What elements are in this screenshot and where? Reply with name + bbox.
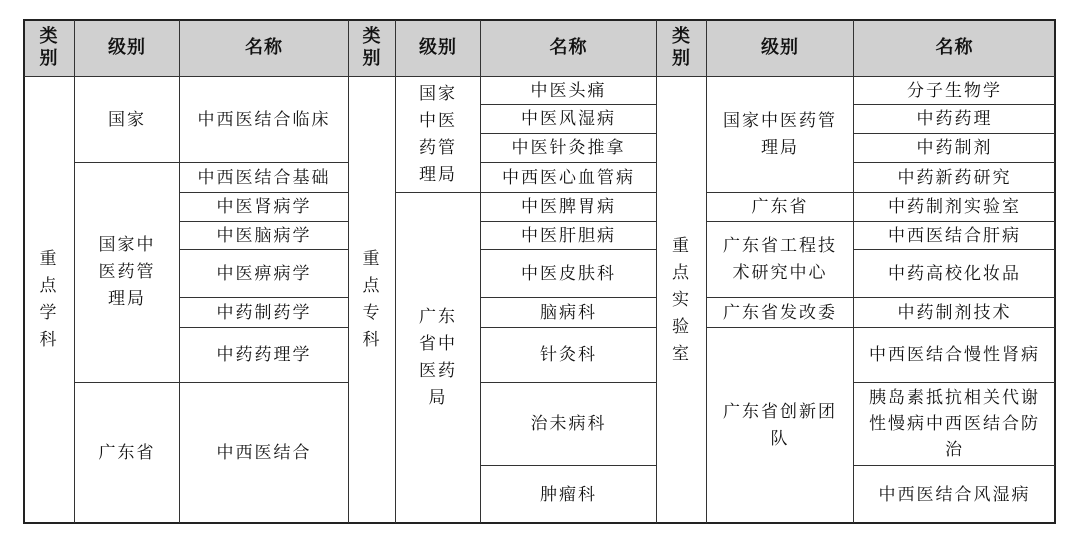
laboratory-category — [657, 77, 706, 523]
line-fragment: 别 — [39, 48, 59, 69]
line-fragment: 理局 — [108, 289, 146, 309]
specialty-name: 治未病科 — [530, 414, 607, 434]
laboratory-name: 中药制剂实验室 — [888, 197, 1021, 217]
line-fragment: 点 — [672, 262, 691, 283]
discipline-name: 中医脑病学 — [216, 225, 312, 246]
laboratory-name: 中西医结合风湿病 — [878, 484, 1031, 505]
laboratory-name: 中西医结合肝病 — [888, 225, 1021, 246]
line-fragment: 广东省创新团 — [723, 401, 837, 422]
laboratory-level — [707, 77, 853, 192]
specialty-name: 脑病科 — [540, 302, 597, 323]
laboratory-name: 中药新药研究 — [897, 167, 1012, 188]
header-category — [657, 20, 706, 76]
line-fragment: 队 — [770, 428, 790, 449]
laboratory-name: 中药制剂技术 — [897, 302, 1012, 323]
line-fragment: 药管 — [419, 137, 457, 158]
line-fragment: 医药 — [419, 361, 457, 381]
line-fragment: 局 — [428, 388, 448, 408]
line-fragment: 国家中 — [98, 235, 156, 255]
laboratory-level: 广东省 — [751, 197, 809, 217]
specialty-name: 肿瘤科 — [540, 484, 597, 505]
line-fragment: 省中 — [419, 334, 457, 354]
specialty-name: 中医脾胃病 — [521, 197, 616, 217]
line-fragment: 理局 — [419, 164, 457, 185]
discipline-level: 国家 — [108, 109, 146, 130]
line-fragment: 室 — [672, 343, 691, 364]
line-fragment: 验 — [672, 316, 691, 337]
line-fragment: 广东 — [419, 307, 457, 327]
specialty-name: 中医皮肤科 — [521, 263, 616, 284]
laboratory-level — [707, 222, 853, 297]
laboratory-name: 中西医结合慢性肾病 — [869, 345, 1040, 365]
line-fragment: 点 — [362, 276, 382, 296]
discipline-level — [75, 163, 179, 382]
line-fragment: 科 — [39, 330, 59, 350]
discipline-level: 广东省 — [98, 443, 156, 463]
discipline-name: 中西医结合 — [216, 443, 312, 463]
specialty-name: 中医风湿病 — [521, 109, 616, 129]
discipline-category — [24, 77, 74, 523]
specialty-name: 中医肝胆病 — [521, 225, 616, 246]
header-category — [349, 20, 395, 76]
header-level: 级别 — [108, 37, 146, 58]
line-fragment: 别 — [672, 48, 691, 69]
discipline-name: 中西医结合基础 — [197, 167, 331, 188]
specialty-name: 针灸科 — [540, 345, 597, 365]
laboratory-name: 中药药理 — [916, 109, 993, 129]
line-fragment: 别 — [362, 48, 382, 69]
header-name: 名称 — [935, 37, 974, 58]
line-fragment: 理局 — [761, 137, 799, 158]
line-fragment: 国家中医药管 — [723, 110, 837, 131]
header-category — [24, 20, 74, 76]
specialty-level — [396, 193, 480, 523]
specialty-name: 中西医心血管病 — [502, 167, 635, 188]
discipline-name: 中医痹病学 — [216, 263, 312, 284]
line-fragment: 点 — [39, 276, 59, 296]
line-fragment: 国家 — [419, 83, 457, 104]
header-level: 级别 — [419, 37, 457, 58]
line-fragment: 医药管 — [98, 262, 156, 282]
line-fragment: 类 — [672, 26, 691, 47]
specialty-name: 中医头痛 — [530, 80, 607, 101]
specialty-name: 中医针灸推拿 — [511, 138, 626, 158]
discipline-name: 中药药理学 — [216, 345, 312, 365]
specialty-category — [349, 77, 395, 523]
line-fragment: 重 — [362, 249, 382, 269]
discipline-name: 中西医结合临床 — [197, 109, 331, 130]
line-fragment: 重 — [39, 249, 59, 269]
laboratory-level — [707, 328, 853, 523]
line-fragment: 中医 — [419, 110, 457, 131]
discipline-name: 中药制药学 — [216, 302, 312, 323]
laboratory-name: 胰岛素抵抗相关代谢性慢病中西医结合防治 — [869, 388, 1040, 460]
line-fragment: 广东省工程技 — [723, 235, 837, 256]
header-level: 级别 — [761, 37, 799, 58]
laboratory-name: 分子生物学 — [907, 80, 1002, 101]
line-fragment: 类 — [362, 26, 382, 47]
discipline-name: 中医肾病学 — [216, 197, 312, 217]
laboratory-level: 广东省发改委 — [723, 302, 837, 323]
line-fragment: 学 — [39, 303, 59, 323]
laboratory-name: 中药制剂 — [916, 138, 993, 158]
line-fragment: 类 — [39, 26, 59, 47]
header-name: 名称 — [549, 37, 588, 58]
line-fragment: 科 — [362, 330, 382, 350]
specialty-level — [396, 77, 480, 192]
laboratory-name: 中药高校化妆品 — [888, 263, 1021, 284]
line-fragment: 术研究中心 — [732, 262, 828, 283]
line-fragment: 重 — [672, 235, 691, 256]
line-fragment: 专 — [362, 303, 382, 323]
header-name: 名称 — [245, 37, 283, 58]
line-fragment: 实 — [672, 289, 691, 310]
